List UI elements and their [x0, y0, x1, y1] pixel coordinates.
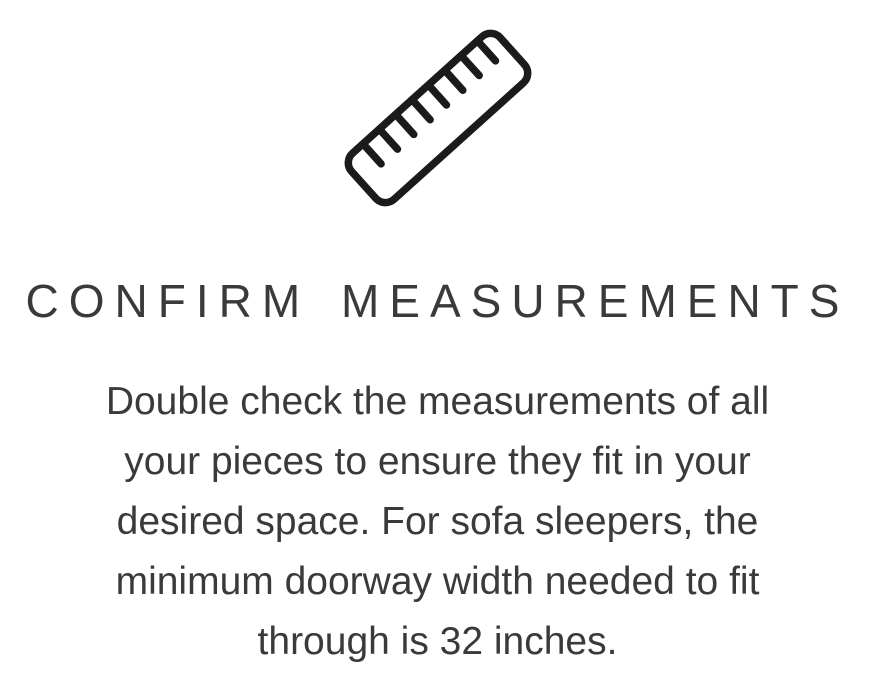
- body-text-line: your pieces to ensure they fit in your: [124, 440, 751, 483]
- body-text-line: desired space. For sofa sleepers, the: [116, 500, 759, 543]
- ruler-icon: [343, 28, 533, 208]
- body-text-line: minimum doorway width needed to fit: [115, 560, 760, 603]
- icon-container: [0, 28, 875, 208]
- page-title: CONFIRM MEASUREMENTS: [25, 275, 850, 327]
- body-text: [0, 372, 875, 672]
- body-text-line: through is 32 inches.: [257, 620, 618, 663]
- body-text-line: Double check the measurements of all: [105, 380, 770, 423]
